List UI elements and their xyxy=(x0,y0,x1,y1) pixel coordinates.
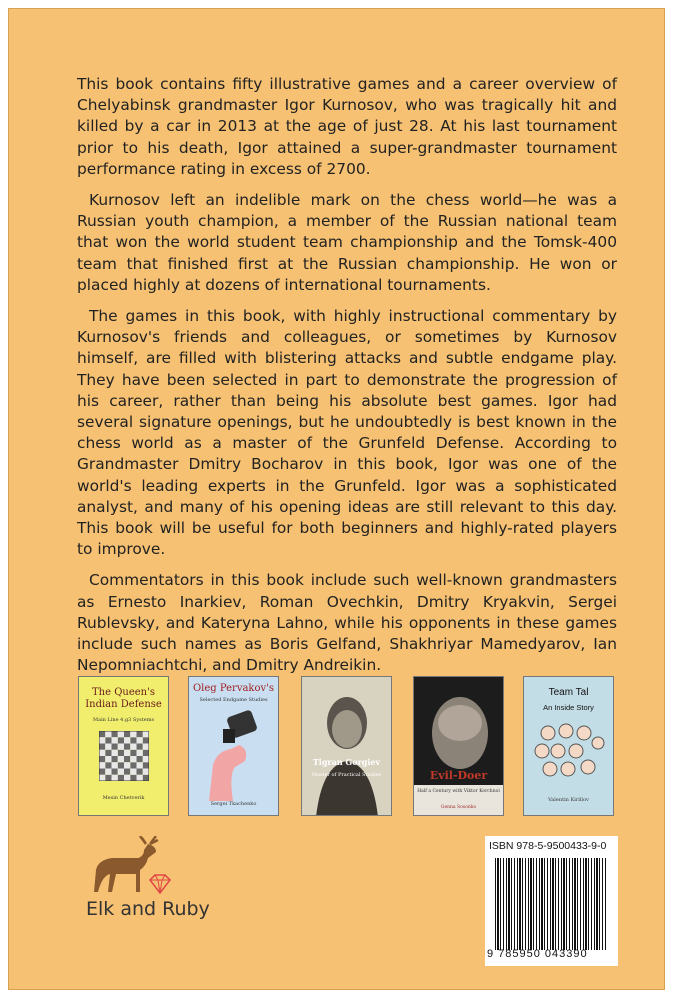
description-paragraph-2: Kurnosov left an indelible mark on the chess world—he was a Russian youth champion, a member of the Russian national team that won the world student team championship and the Tomsk-400 team that finished first at the Russian championship. He won or placed highly at dozens of international tournaments. xyxy=(77,191,617,294)
book-subtitle: Master of Practical Studies xyxy=(311,772,382,778)
book-author: Genna Sosonko xyxy=(440,805,477,810)
publisher-name: Elk and Ruby xyxy=(86,898,210,920)
description-paragraph-4: Commentators in this book include such well-known grandmasters as Ernesto Inarkiev, Roman Ovechkin, Dmitry Kryakvin, Sergei Rublevsky, and Kateryna Lahno, while his opponents in these games include such names as Boris Gelfand, Shakhriyar Mamedyarov, Ian Nepomniachtchi, and Dmitry Andreikin. xyxy=(77,571,617,675)
book-title: Evil-Doer xyxy=(429,769,488,782)
chessboard-icon xyxy=(99,731,149,781)
book-thumbnail-pervakov xyxy=(188,676,279,816)
arm-holding-chess-piece-illustration xyxy=(199,705,269,801)
book-author: Valentin Kirillov xyxy=(548,797,589,803)
book-author: Mesin Chetverik xyxy=(102,795,145,801)
book-thumbnail-team-tal xyxy=(523,676,614,816)
description-paragraph-1: This book contains fifty illustrative games and a career overview of Chelyabinsk grandmaster Igor Kurnosov, who was tragically hit and killed by a car in 2013 at the age of just 28. At his last tournament prior to his death, Igor attained a super-grandmaster tournament performance rating in excess of 2700. xyxy=(77,75,617,178)
portrait-photo xyxy=(414,677,504,816)
ruby-icon xyxy=(148,874,172,894)
book-subtitle: An Inside Story xyxy=(543,703,594,712)
isbn-text: ISBN 978-5-9500433-9-0 xyxy=(489,840,607,852)
book-subtitle: Half a Century with Viktor Korchnoi xyxy=(417,789,500,794)
description-paragraph-3: The games in this book, with highly instructional commentary by Kurnosov's friends and colleagues, or sometimes by Kurnosov himself, are filled with blistering attacks and subtle endgame play. They have been selected in part to demonstrate the progression of his career, rather than being his absolute best games. Igor had several signature openings, but he undoubtedly is best known in the chess world as a master of the Grunfeld Defense. According to Grandmaster Dmitry Bocharov in this book, Igor was one of the world's leading experts in the Grunfeld. Igor was a sophisticated analyst, and many of his opening ideas are still relevant to this day. This book will be useful for both beginners and highly-rated players to improve. xyxy=(77,307,617,559)
barcode-number: 9 785950 043390 xyxy=(487,948,588,960)
book-thumbnail-evil-doer xyxy=(413,676,504,816)
book-thumbnail-queens-indian xyxy=(78,676,169,816)
caricature-faces-illustration xyxy=(534,721,606,785)
portrait-photo xyxy=(302,677,392,816)
book-description xyxy=(77,74,617,686)
barcode xyxy=(495,858,607,950)
isbn-barcode-label xyxy=(485,836,618,966)
book-thumbnail-gorgiev xyxy=(301,676,392,816)
book-subtitle: Main Line 4.g3 Systems xyxy=(92,717,155,723)
book-author: Sergei Tkachenko xyxy=(210,801,257,807)
book-subtitle: Selected Endgame Studies xyxy=(199,697,268,703)
book-title: Tigran Gorgiev xyxy=(312,757,381,767)
book-title: Team Tal xyxy=(548,687,589,698)
book-title: Oleg Pervakov's xyxy=(192,683,275,694)
book-title: The Queen's Indian Defense xyxy=(85,687,162,710)
